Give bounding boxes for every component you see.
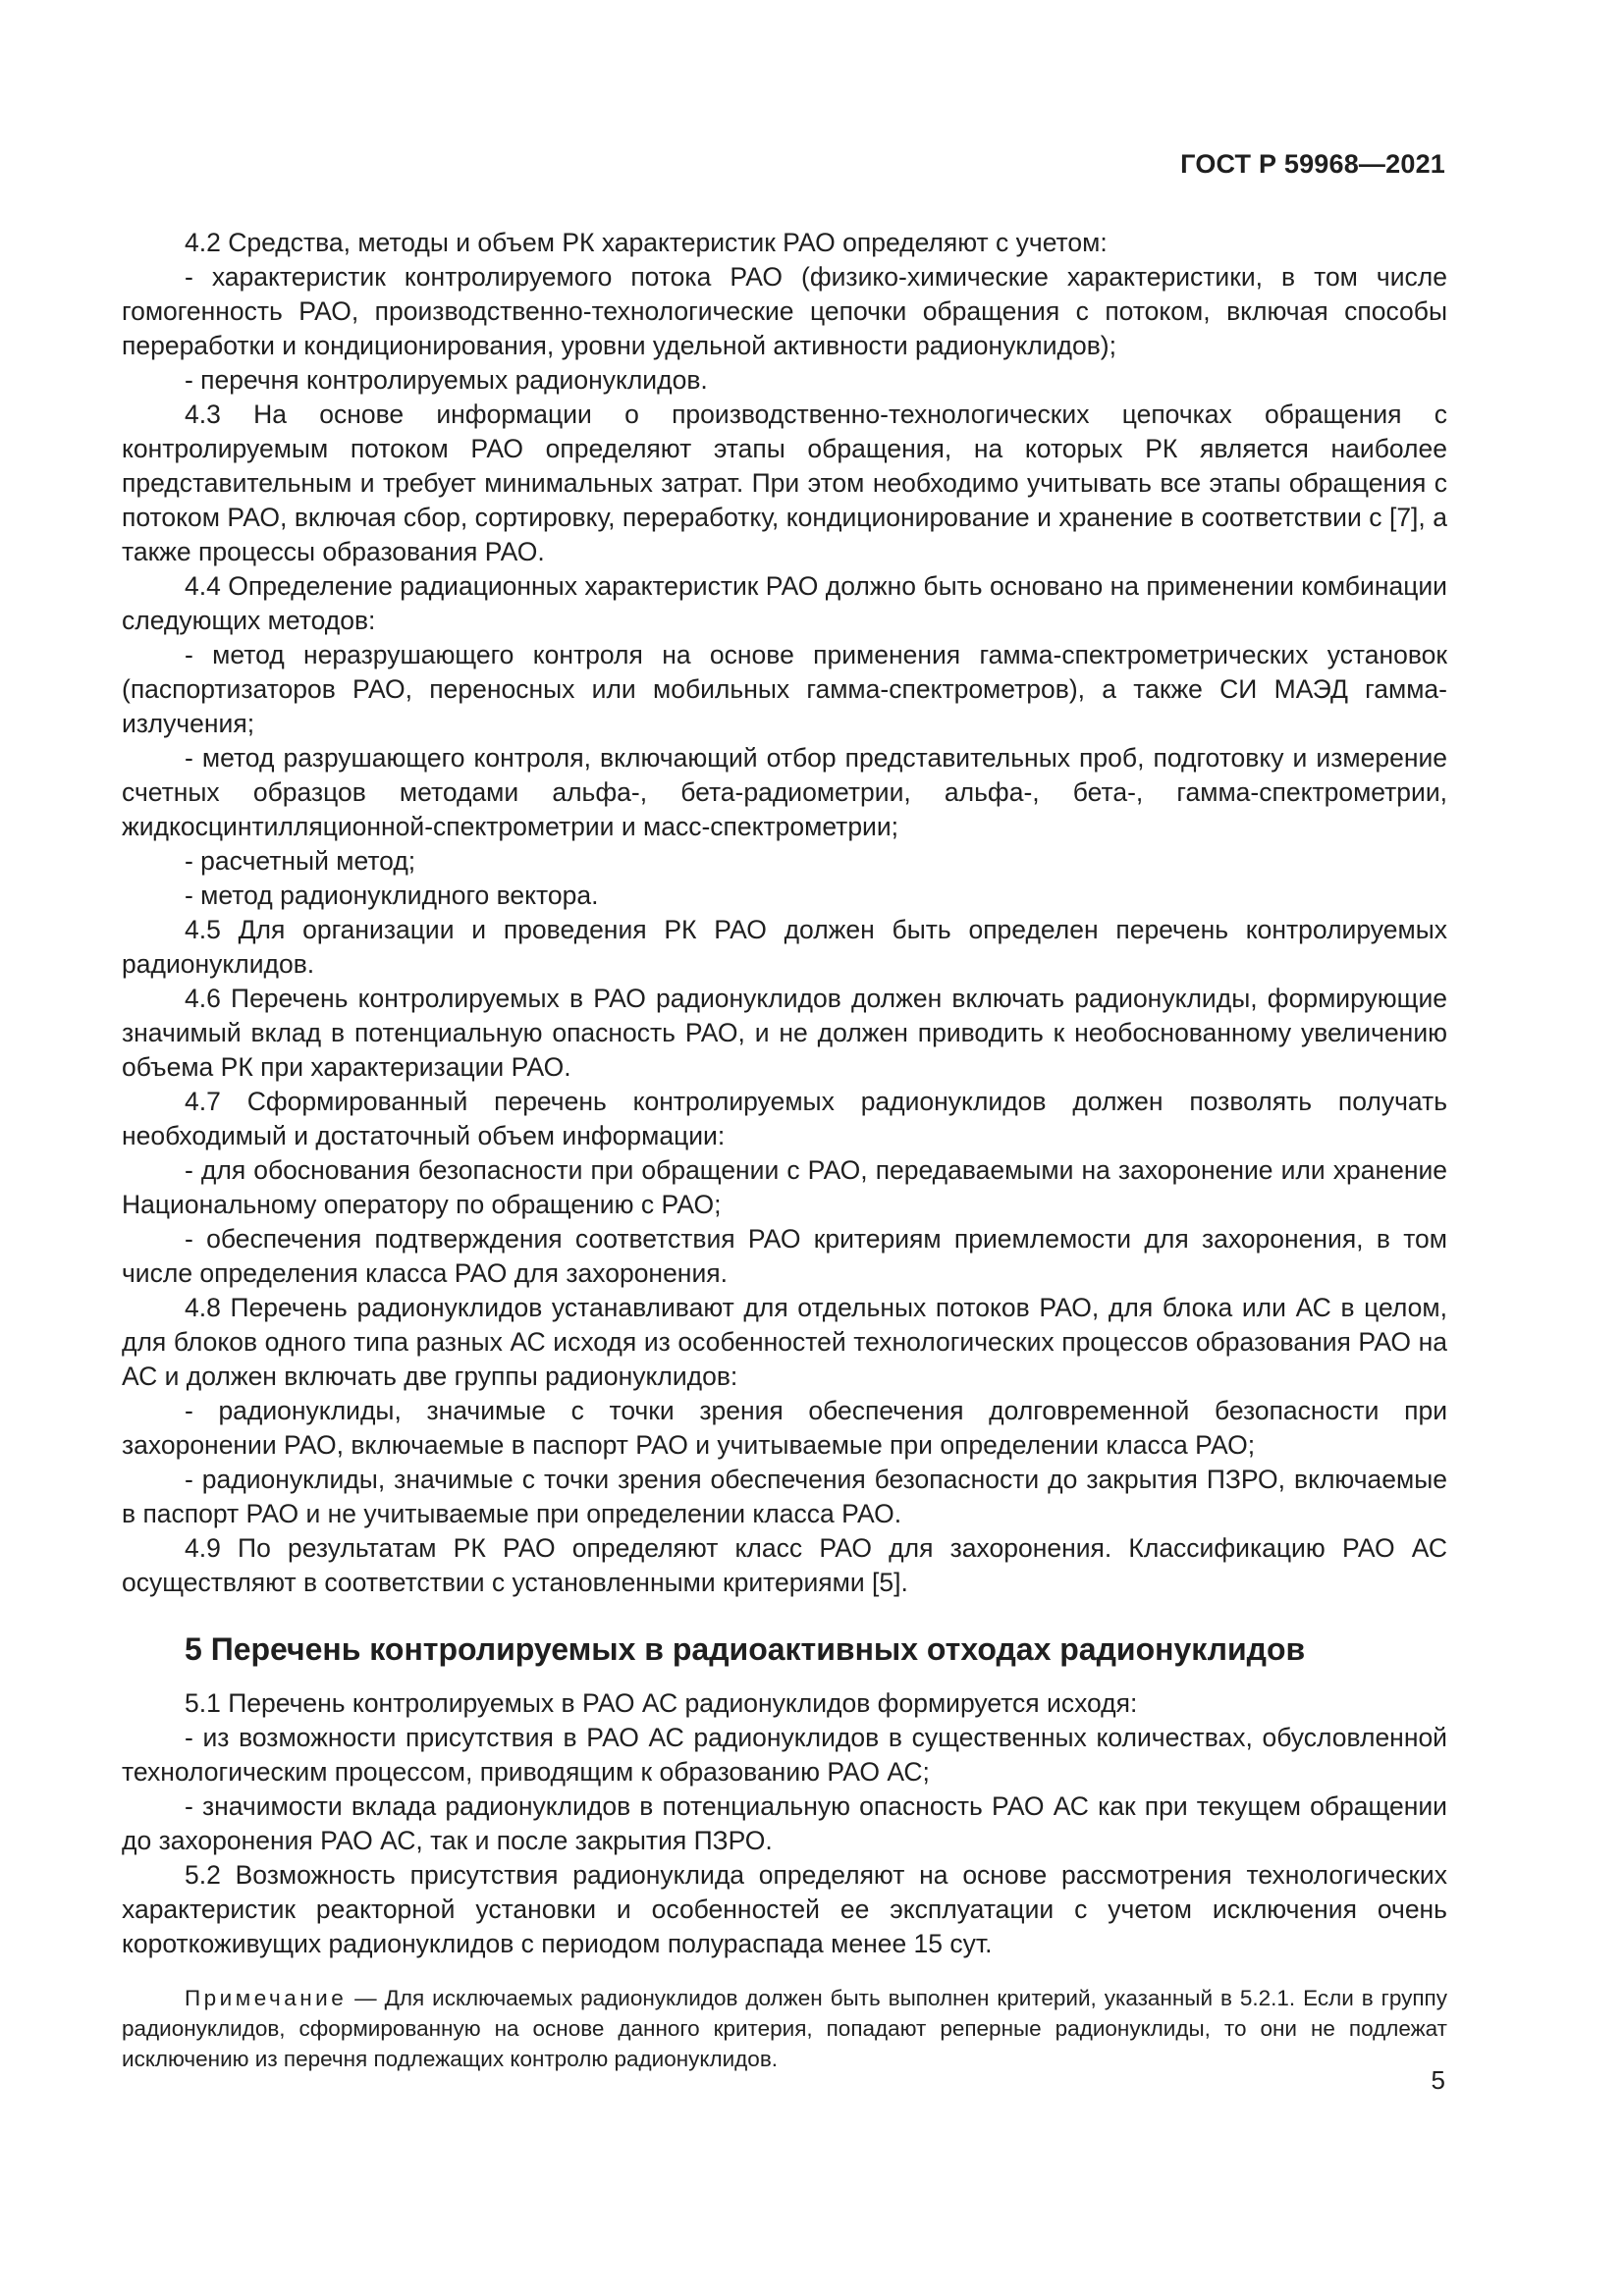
paragraph: - перечня контролируемых радионуклидов. bbox=[185, 365, 708, 395]
paragraph: 4.6 Перечень контролируемых в РАО радионуклидов должен включать радионуклиды, формирующие значимый вклад в потенциальную опасность РАО, и не должен приводить к необоснованному увеличению объема РК при характеризации РАО. bbox=[122, 984, 1447, 1082]
note-label: Примечание bbox=[185, 1986, 348, 2010]
paragraph: - обеспечения подтверждения соответствия РАО критериям приемлемости для захоронения, в том числе определения класса РАО для захоронения. bbox=[122, 1224, 1447, 1288]
page-number: 5 bbox=[1431, 2065, 1445, 2095]
paragraph: 4.3 На основе информации о производственно-технологических цепочках обращения с контролируемым потоком РАО определяют этапы обращения, на которых РК является наиболее представительным и требует минимальных затрат. При этом необходимо учитывать все этапы обращения с потоком РАО, включая сбор, сортировку, переработку, кондиционирование и хранение в соответствии с [7], а также процессы образования РАО. bbox=[122, 400, 1447, 566]
paragraph: 5.1 Перечень контролируемых в РАО АС радионуклидов формируется исходя: bbox=[185, 1688, 1138, 1718]
note bbox=[122, 1983, 1447, 2074]
paragraph: - метод радионуклидного вектора. bbox=[185, 881, 599, 910]
section-5 bbox=[122, 1629, 1447, 2074]
paragraph: - расчетный метод; bbox=[185, 846, 416, 876]
paragraph: - из возможности присутствия в РАО АС радионуклидов в существенных количествах, обусловленной технологическим процессом, приводящим к образованию РАО АС; bbox=[122, 1723, 1447, 1787]
paragraph: 5.2 Возможность присутствия радионуклида определяют на основе рассмотрения технологических характеристик реакторной установки и особенностей ее эксплуатации с учетом исключения очень короткоживущих радионуклидов с периодом полураспада менее 15 сут. bbox=[122, 1860, 1447, 1958]
paragraph: 4.4 Определение радиационных характеристик РАО должно быть основано на применении комбинации следующих методов: bbox=[122, 571, 1447, 635]
section-heading: 5 Перечень контролируемых в радиоактивных отходах радионуклидов bbox=[185, 1631, 1306, 1667]
paragraph: - радионуклиды, значимые с точки зрения обеспечения безопасности до закрытия ПЗРО, включаемые в паспорт РАО и не учитываемые при определении класса РАО. bbox=[122, 1465, 1447, 1528]
paragraph: 4.7 Сформированный перечень контролируемых радионуклидов должен позволять получать необходимый и достаточный объем информации: bbox=[122, 1087, 1447, 1150]
paragraph: 4.5 Для организации и проведения РК РАО должен быть определен перечень контролируемых радионуклидов. bbox=[122, 915, 1447, 979]
paragraph: 4.9 По результатам РК РАО определяют класс РАО для захоронения. Классификацию РАО АС осуществляют в соответствии с установленными критериями [5]. bbox=[122, 1533, 1447, 1597]
paragraph: - характеристик контролируемого потока РАО (физико-химические характеристики, в том числе гомогенность РАО, производственно-технологические цепочки обращения с потоком, включая способы переработки и кондиционирования, уровни удельной активности радионуклидов); bbox=[122, 262, 1447, 360]
paragraph: 4.8 Перечень радионуклидов устанавливают для отдельных потоков РАО, для блока или АС в целом, для блоков одного типа разных АС исходя из особенностей технологических процессов образования РАО на АС и должен включать две группы радионуклидов: bbox=[122, 1293, 1447, 1391]
section-4-continued bbox=[122, 226, 1447, 1600]
paragraph: - метод разрушающего контроля, включающий отбор представительных проб, подготовку и измерение счетных образцов методами альфа-, бета-радиометрии, альфа-, бета-, гамма-спектрометрии, жидкосцинтилляционной-спектрометрии и масс-спектрометрии; bbox=[122, 743, 1447, 841]
paragraph: 4.2 Средства, методы и объем РК характеристик РАО определяют с учетом: bbox=[185, 228, 1108, 257]
paragraph: - значимости вклада радионуклидов в потенциальную опасность РАО АС как при текущем обращении до захоронения РАО АС, так и после закрытия ПЗРО. bbox=[122, 1791, 1447, 1855]
note-text: — Для исключаемых радионуклидов должен быть выполнен критерий, указанный в 5.2.1. Если в группу радионуклидов, сформированную на основе данного критерия, попадают реперные радионуклиды, то они не подлежат исключению из перечня подлежащих контролю радионуклидов. bbox=[122, 1986, 1447, 2071]
paragraph: - для обоснования безопасности при обращении с РАО, передаваемыми на захоронение или хранение Национальному оператору по обращению с РАО; bbox=[122, 1155, 1447, 1219]
page-body bbox=[122, 226, 1447, 2074]
paragraph: - радионуклиды, значимые с точки зрения обеспечения долговременной безопасности при захоронении РАО, включаемые в паспорт РАО и учитываемые при определении класса РАО; bbox=[122, 1396, 1447, 1460]
paragraph: - метод неразрушающего контроля на основе применения гамма-спектрометрических установок (паспортизаторов РАО, переносных или мобильных гамма-спектрометров), а также СИ МАЭД гамма-излучения; bbox=[122, 640, 1447, 738]
document-code: ГОСТ Р 59968—2021 bbox=[1180, 149, 1445, 179]
